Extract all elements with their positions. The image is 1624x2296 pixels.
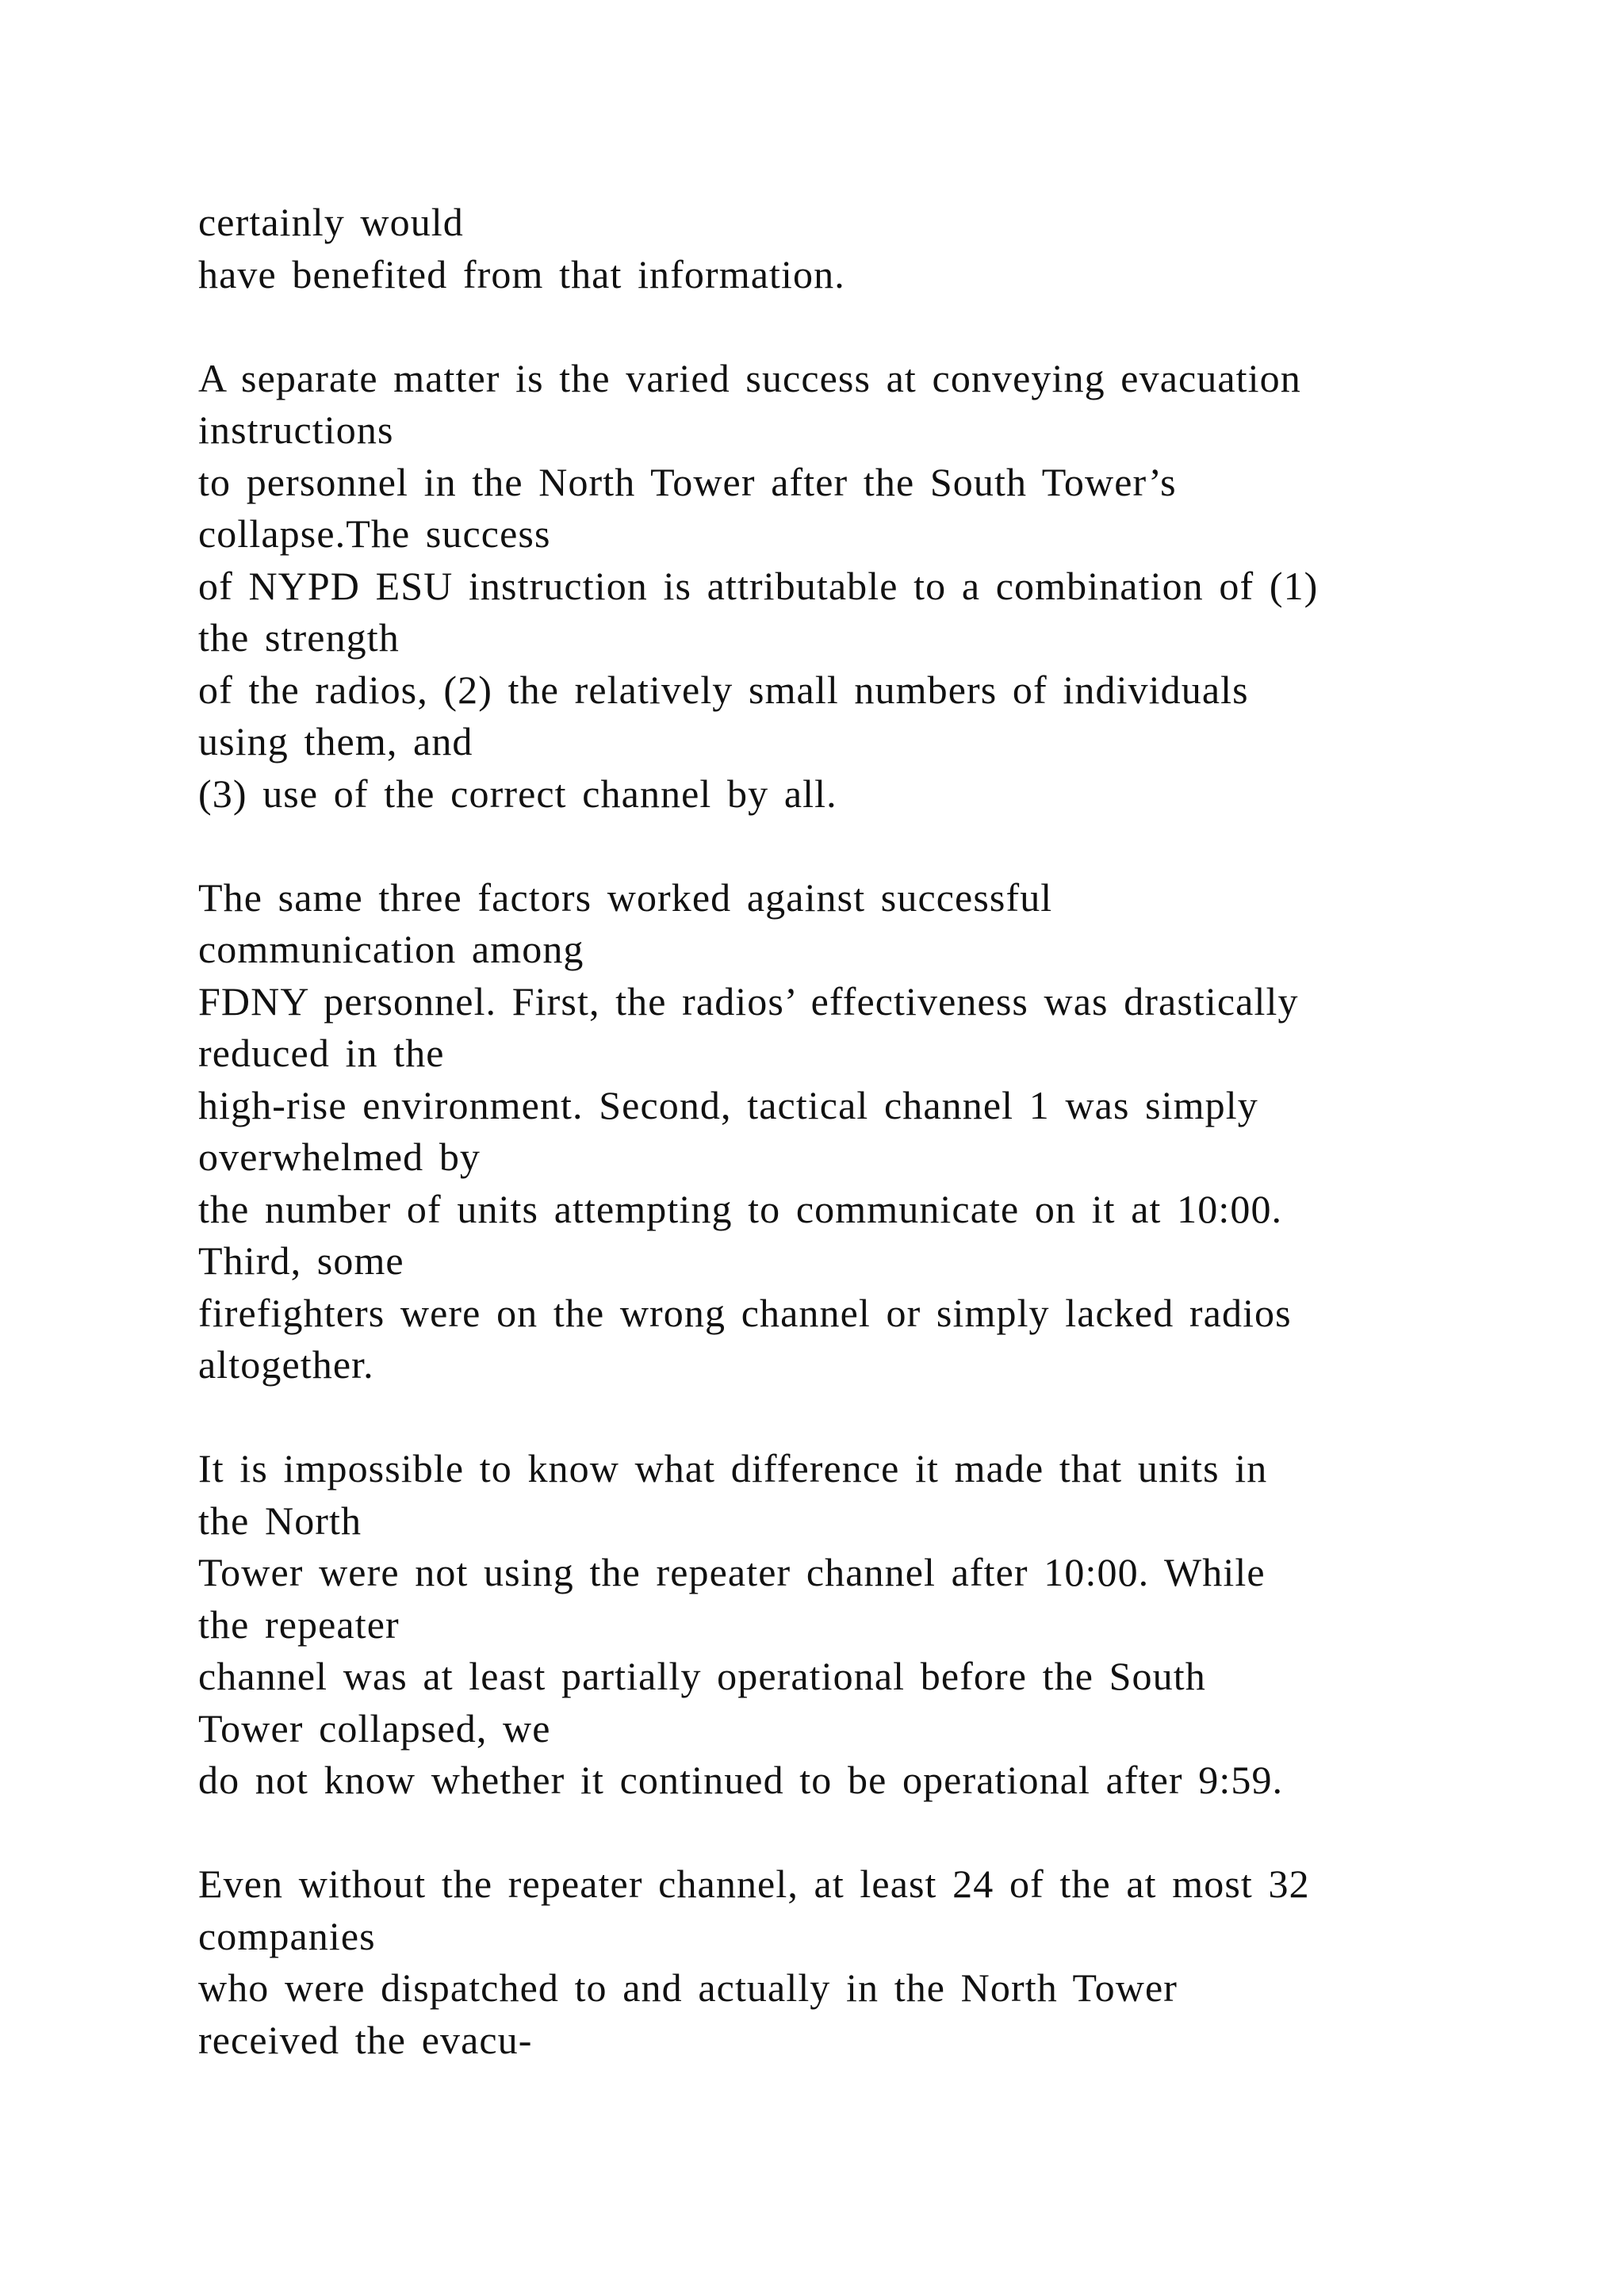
text-line: companies [198, 1913, 376, 1958]
paragraph-break [198, 1391, 1546, 1444]
text-line: The same three factors worked against successful [198, 874, 1053, 920]
text-line: communication among [198, 927, 584, 971]
text-line: FDNY personnel. First, the radios’ effectiveness was drastically [198, 978, 1299, 1024]
text-line: reduced in the [198, 1031, 445, 1075]
text-line: Even without the repeater channel, at least 24 of the at most 32 [198, 1862, 1310, 1906]
text-line: Third, some [198, 1238, 404, 1283]
text-line: Tower were not using the repeater channel after 10:00. While [198, 1550, 1266, 1594]
text-line: the strength [198, 615, 400, 660]
text-line: of NYPD ESU instruction is attributable to a combination of (1) [198, 563, 1319, 608]
text-line: It is impossible to know what difference it made that units in [198, 1446, 1268, 1490]
text-line: who were dispatched to and actually in the North Tower [198, 1965, 1178, 2010]
text-line: (3) use of the correct channel by all. [198, 771, 837, 816]
text-line: Tower collapsed, we [198, 1705, 551, 1751]
text-line: of the radios, (2) the relatively small numbers of individuals [198, 667, 1249, 712]
text-line: received the evacu- [198, 2017, 533, 2062]
text-line: altogether. [198, 1342, 374, 1387]
text-line: the repeater [198, 1601, 400, 1647]
text-line: overwhelmed by [198, 1135, 481, 1179]
text-line: to personnel in the North Tower after the South Tower’s [198, 459, 1177, 504]
text-line: high-rise environment. Second, tactical channel 1 was simply [198, 1082, 1258, 1127]
text-line: channel was at least partially operational before the South [198, 1654, 1206, 1698]
paragraph-break [198, 1807, 1546, 1859]
text-line: firefighters were on the wrong channel or simply lacked radios [198, 1290, 1292, 1335]
paragraph-break [198, 820, 1546, 872]
paragraph-break [198, 300, 1546, 353]
text-line: A separate matter is the varied success at conveying evacuation [198, 355, 1301, 400]
text-line: have benefited from that information. [198, 251, 845, 297]
text-line: certainly would [198, 200, 464, 244]
text-line: the North [198, 1498, 362, 1543]
text-line: instructions [198, 408, 394, 452]
text-line: collapse.The success [198, 511, 551, 556]
document-body [198, 197, 1546, 2066]
text-line: do not know whether it continued to be operational after 9:59. [198, 1758, 1284, 1802]
text-line: using them, and [198, 719, 473, 763]
text-line: the number of units attempting to communicate on it at 10:00. [198, 1186, 1283, 1231]
